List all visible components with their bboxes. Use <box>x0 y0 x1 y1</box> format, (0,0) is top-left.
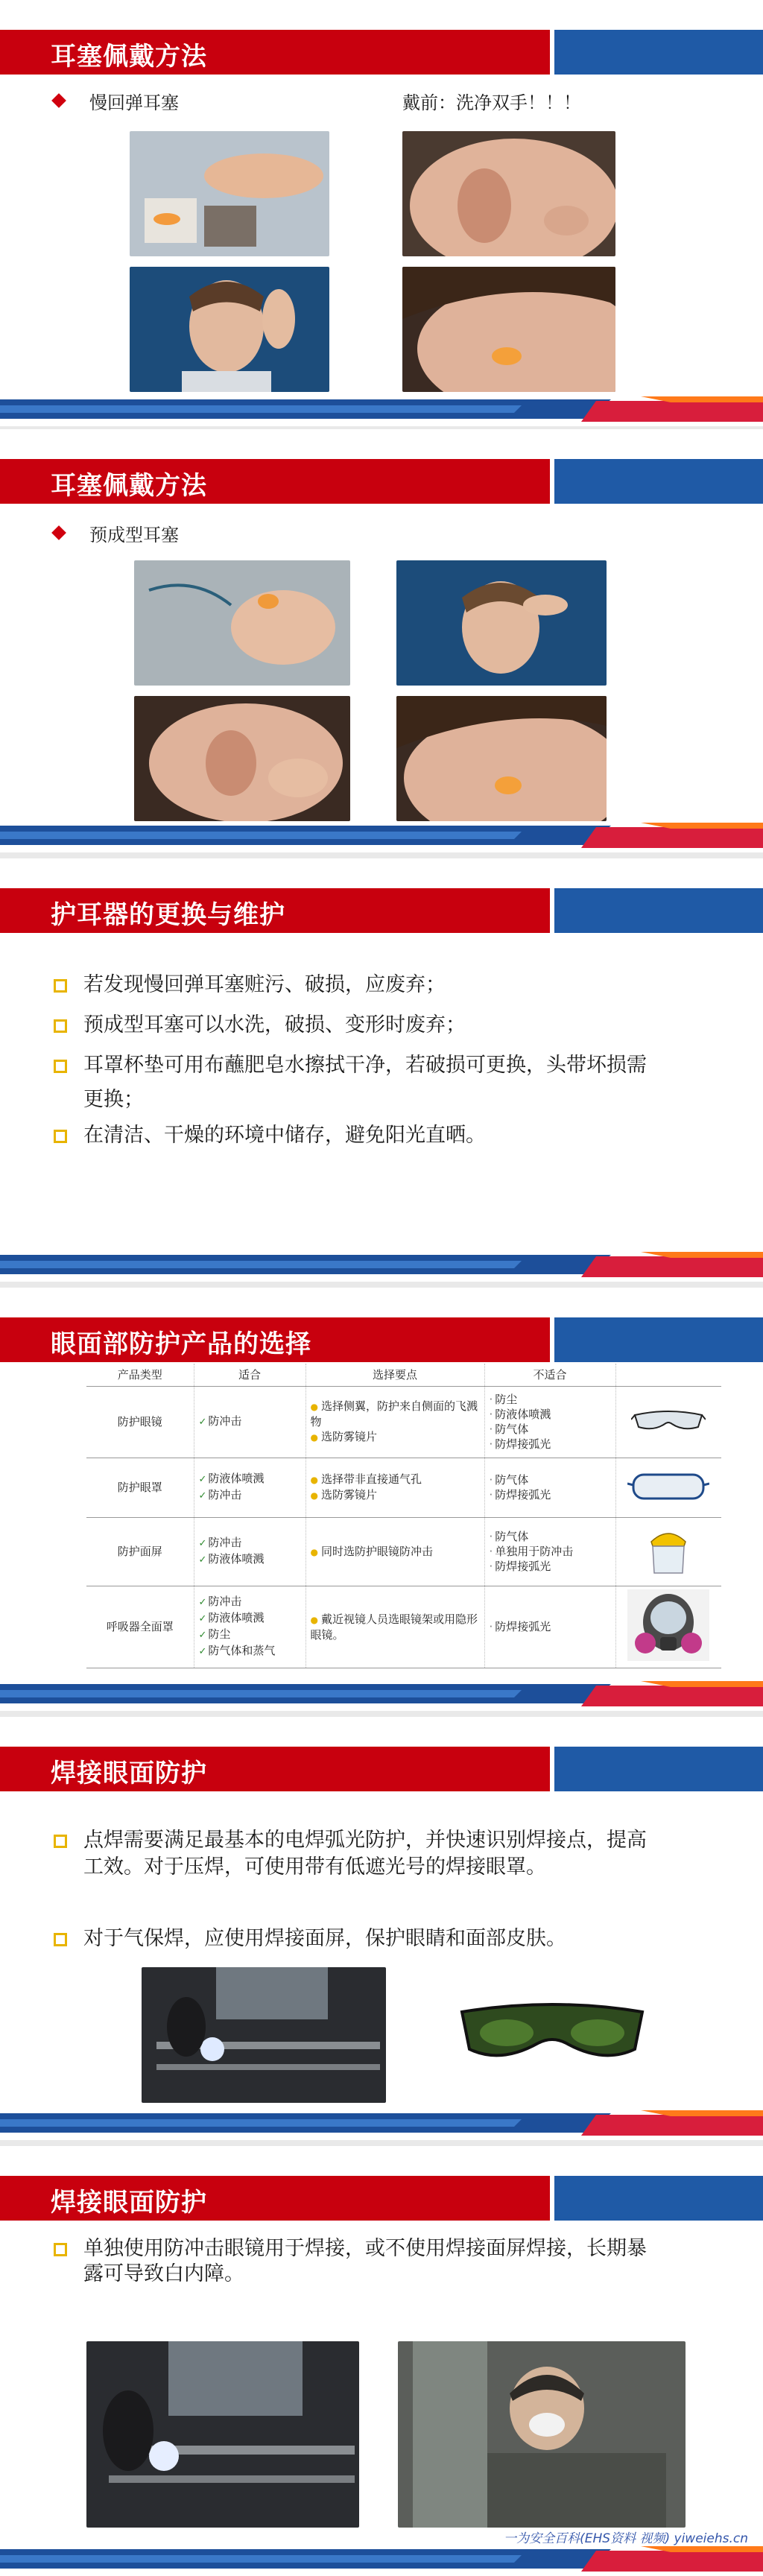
slide-welding-protection-2 <box>0 2146 763 2576</box>
slide-title: 眼面部防护产品的选择 <box>51 1329 311 1359</box>
item-text: 在清洁、干燥的环境中储存，避免阳光直晒。 <box>83 1124 486 1147</box>
slide-maintenance <box>0 858 763 1282</box>
slide-title: 焊接眼面防护 <box>51 1759 207 1788</box>
footer-stripes <box>0 1681 763 1711</box>
photo-earplug-inserted <box>402 267 615 392</box>
unsuitable-item: · 防焊接弧光 <box>490 1619 611 1634</box>
points-cell <box>305 1517 484 1586</box>
unsuitable-item: · 单独用于防冲击 <box>490 1544 611 1559</box>
item-text-continued: 更换； <box>83 1088 144 1111</box>
square-bullet-icon <box>54 2243 67 2256</box>
item-text: 单独使用防冲击眼镜用于焊接，或不使用焊接面屏焊接，长期暴 <box>83 2237 647 2260</box>
suitable-item: ✓ 防液体喷溅 <box>199 1610 301 1627</box>
suitable-item: ✓ 防冲击 <box>199 1535 301 1551</box>
unsuitable-cell <box>484 1586 615 1668</box>
points-cell <box>305 1458 484 1517</box>
suitable-item: ✓ 防冲击 <box>199 1487 301 1504</box>
table-row <box>86 1517 721 1586</box>
suitable-cell <box>194 1586 305 1668</box>
item-text-continued: 露可导致白内障。 <box>83 2262 244 2285</box>
square-bullet-icon <box>54 1933 67 1946</box>
square-bullet-icon <box>54 1835 67 1848</box>
unsuitable-item: · 防液体喷溅 <box>490 1407 611 1422</box>
face-shield-icon <box>642 1524 694 1576</box>
photo-ear-inserting-premolded <box>134 696 350 821</box>
table-row <box>86 1458 721 1517</box>
diamond-bullet-icon <box>51 93 66 108</box>
column-header: 选择要点 <box>305 1364 484 1386</box>
title-bar-accent <box>554 1747 763 1791</box>
slide-earplug-premolded <box>0 429 763 852</box>
title-bar-accent <box>554 2176 763 2221</box>
point-item: ● 同时选防护眼镜防冲击 <box>311 1544 480 1560</box>
unsuitable-item: · 防尘 <box>490 1392 611 1407</box>
point-item: ● 选择带非直接通气孔 <box>311 1472 480 1487</box>
point-item: ● 戴近视镜人员选眼镜架或用隐形眼镜。 <box>311 1612 480 1642</box>
slide-earplug-foam <box>0 0 763 426</box>
photo-welding-glasses <box>455 1990 650 2077</box>
suitable-item: ✓ 防液体喷溅 <box>199 1471 301 1487</box>
unsuitable-item: · 防焊接弧光 <box>490 1487 611 1502</box>
square-bullet-icon <box>54 1130 67 1143</box>
slide-title: 耳塞佩戴方法 <box>51 42 207 72</box>
item-text-continued: 工效。对于压焊，可使用带有低遮光号的焊接眼罩。 <box>83 1855 546 1879</box>
photo-welder-at-bench <box>86 2341 359 2528</box>
product-image <box>615 1386 721 1458</box>
footer-stripes <box>0 396 763 426</box>
table-header-row <box>86 1364 721 1386</box>
product-type: 呼吸器全面罩 <box>86 1586 194 1668</box>
product-type: 防护眼镜 <box>86 1386 194 1458</box>
title-bar-accent <box>554 459 763 504</box>
column-header: 不适合 <box>484 1364 615 1386</box>
suitable-item: ✓ 防冲击 <box>199 1414 301 1430</box>
point-item: ● 选择侧翼，防护来自侧面的飞溅物 <box>311 1399 480 1429</box>
table-row <box>86 1586 721 1668</box>
square-bullet-icon <box>54 979 67 993</box>
title-bar-accent <box>554 30 763 75</box>
square-bullet-icon <box>54 1060 67 1073</box>
product-image <box>615 1458 721 1517</box>
suitable-cell <box>194 1458 305 1517</box>
footer-stripes <box>0 2546 763 2576</box>
watermark-text: 一为安全百科(EHS资料 视频) yiweiehs.cn <box>504 2531 748 2546</box>
suitable-item: ✓ 防液体喷溅 <box>199 1551 301 1568</box>
bullet-text: 预成型耳塞 <box>89 525 179 545</box>
product-type: 防护眼罩 <box>86 1458 194 1517</box>
photo-ear-closeup <box>402 131 615 256</box>
goggles-icon <box>627 1467 709 1504</box>
product-type: 防护面屏 <box>86 1517 194 1586</box>
table-row <box>86 1386 721 1458</box>
footer-stripes <box>0 1252 763 1282</box>
item-text: 点焊需要满足最基本的电焊弧光防护，并快速识别焊接点，提高 <box>83 1829 647 1852</box>
slide-eye-face-selection <box>0 1288 763 1711</box>
column-header: 产品类型 <box>86 1364 194 1386</box>
suitable-item: ✓ 防气体和蒸气 <box>199 1643 301 1659</box>
slide-title: 焊接眼面防护 <box>51 2188 207 2218</box>
item-text: 对于气保焊，应使用焊接面屏，保护眼睛和面部皮肤。 <box>83 1927 566 1950</box>
unsuitable-cell <box>484 1458 615 1517</box>
title-bar-accent <box>554 888 763 933</box>
point-item: ● 选防雾镜片 <box>311 1487 480 1503</box>
photo-welder-with-mask <box>398 2341 686 2528</box>
title-bar-accent <box>554 1317 763 1362</box>
points-cell <box>305 1586 484 1668</box>
photo-premolded-inserted <box>396 696 607 821</box>
photo-premolded-earplugs-hand <box>134 560 350 686</box>
unsuitable-item: · 防焊接弧光 <box>490 1559 611 1574</box>
unsuitable-item: · 防气体 <box>490 1422 611 1437</box>
unsuitable-cell <box>484 1517 615 1586</box>
photo-foam-earplug-rolling <box>130 131 329 256</box>
unsuitable-item: · 防焊接弧光 <box>490 1437 611 1452</box>
bullet-text: 慢回弹耳塞 <box>89 92 179 113</box>
suitable-item: ✓ 防尘 <box>199 1627 301 1643</box>
suitable-cell <box>194 1386 305 1458</box>
suitable-cell <box>194 1517 305 1586</box>
product-image <box>615 1586 721 1668</box>
item-text: 耳罩杯垫可用布蘸肥皂水擦拭干净，若破损可更换，头带坏损需 <box>83 1054 647 1077</box>
unsuitable-item: · 防气体 <box>490 1529 611 1544</box>
column-header: 适合 <box>194 1364 305 1386</box>
slide-title: 耳塞佩戴方法 <box>51 471 207 501</box>
item-text: 预成型耳塞可以水洗，破损、变形时废弃； <box>83 1013 466 1037</box>
unsuitable-item: · 防气体 <box>490 1472 611 1487</box>
photo-man-pulling-ear <box>396 560 607 686</box>
photo-welder-working <box>142 1967 386 2103</box>
square-bullet-icon <box>54 1019 67 1033</box>
footer-stripes <box>0 2110 763 2140</box>
diamond-bullet-icon <box>51 525 66 540</box>
selection-table <box>86 1364 721 1668</box>
safety-glasses-icon <box>631 1402 706 1439</box>
note-text: 戴前：洗净双手！！！ <box>402 92 581 113</box>
unsuitable-cell <box>484 1386 615 1458</box>
point-item: ● 选防雾镜片 <box>311 1429 480 1445</box>
item-text: 若发现慢回弹耳塞赃污、破损，应废弃； <box>83 973 446 996</box>
footer-stripes <box>0 823 763 852</box>
slide-title: 护耳器的更换与维护 <box>51 900 285 930</box>
points-cell <box>305 1386 484 1458</box>
photo-man-inserting-earplug <box>130 267 329 392</box>
suitable-item: ✓ 防冲击 <box>199 1594 301 1610</box>
slide-welding-protection-1 <box>0 1717 763 2140</box>
full-face-respirator-icon <box>627 1589 709 1661</box>
product-image <box>615 1517 721 1586</box>
column-header-image <box>615 1364 721 1386</box>
